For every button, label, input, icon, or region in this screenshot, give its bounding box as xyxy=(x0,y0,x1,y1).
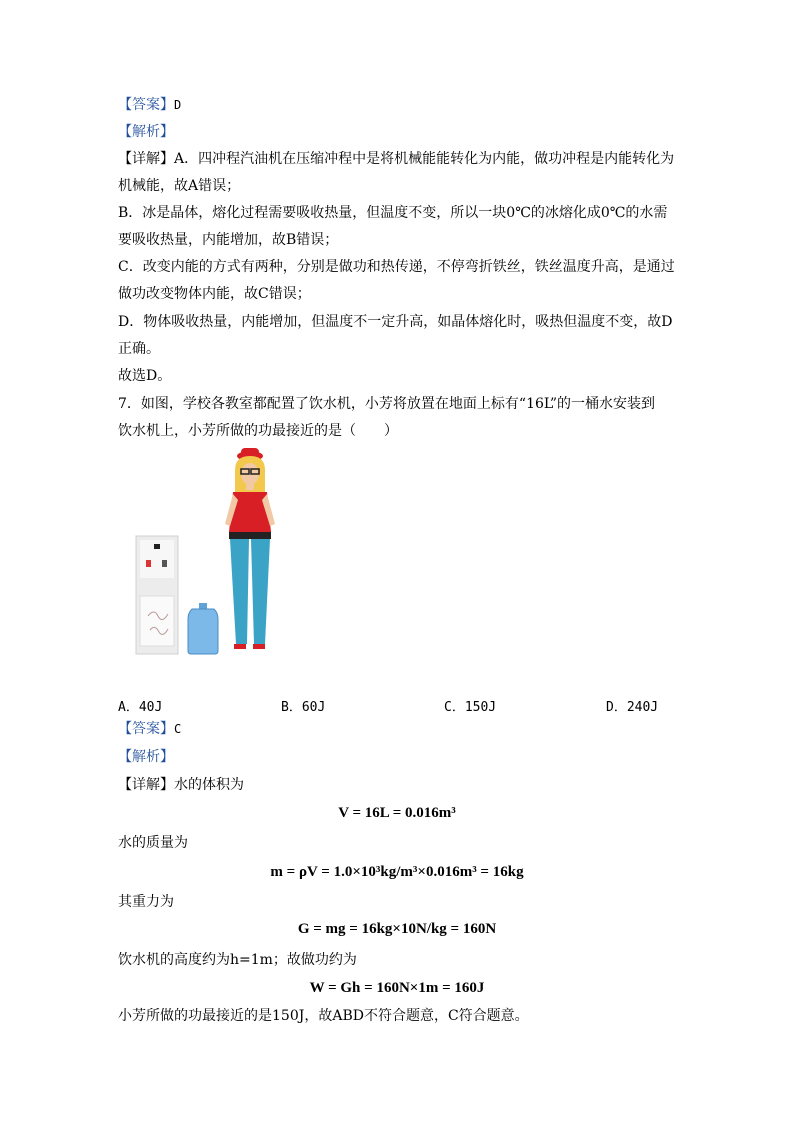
option-b: B．60J xyxy=(281,700,326,715)
option-d: D．240J xyxy=(606,700,659,715)
text-line: 其重力为 xyxy=(118,894,174,910)
text-line: B．冰是晶体，熔化过程需要吸收热量，但温度不变，所以一块0℃的冰熔化成0℃的水需 xyxy=(118,205,668,221)
question-stem: 饮水机上，小芳所做的功最接近的是（ ） xyxy=(118,423,398,439)
text-line: C．改变内能的方式有两种，分别是做功和热传递，不停弯折铁丝，铁丝温度升高，是通过 xyxy=(118,259,675,275)
text-line: 机械能，故A错误； xyxy=(118,178,241,194)
detail-tag: 【详解】 xyxy=(118,777,174,793)
text-line: 水的质量为 xyxy=(118,835,188,851)
answer-line-q7 xyxy=(118,719,181,739)
formula-mass: m = ρV = 1.0×10³kg/m³×0.016m³ = 16kg xyxy=(270,864,524,880)
answer-value: D xyxy=(174,98,182,112)
girl-figure-icon xyxy=(225,448,275,649)
analysis-tag: 【解析】 xyxy=(118,124,174,140)
answer-line-q6 xyxy=(118,95,181,115)
formula-volume: V = 16L = 0.016m³ xyxy=(338,805,456,821)
detail-text: A．四冲程汽油机在压缩冲程中是将机械能能转化为内能，做功冲程是内能转化为 xyxy=(174,151,675,167)
detail-line xyxy=(118,775,244,795)
answer-tag: 【答案】 xyxy=(118,97,174,113)
water-dispenser-illustration xyxy=(130,448,290,658)
analysis-tag: 【解析】 xyxy=(118,749,174,765)
detail-line xyxy=(118,149,674,169)
formula-weight: G = mg = 16kg×10N/kg = 160N xyxy=(297,921,497,937)
answer-value: C xyxy=(174,722,182,736)
text-line: 做功改变物体内能，故C错误； xyxy=(118,286,311,302)
text-line: 正确。 xyxy=(118,341,160,357)
water-dispenser-icon xyxy=(136,536,178,654)
option-a: A．40J xyxy=(118,700,163,715)
conclusion-line: 小芳所做的功最接近的是150J，故ABD不符合题意，C符合题意。 xyxy=(118,1008,529,1024)
text-line: 故选D。 xyxy=(118,368,172,384)
option-c: C．150J xyxy=(444,700,497,715)
formula-work: W = Gh = 160N×1m = 160J xyxy=(309,980,485,996)
text-line: 饮水机的高度约为h=1m；故做功约为 xyxy=(118,952,357,968)
water-bottle-icon xyxy=(188,603,218,654)
question-stem: 7．如图，学校各教室都配置了饮水机，小芳将放置在地面上标有“16L”的一桶水安装到 xyxy=(118,396,655,412)
detail-tag: 【详解】 xyxy=(118,151,174,167)
text-line: D．物体吸收热量，内能增加，但温度不一定升高，如晶体熔化时，吸热但温度不变，故D xyxy=(118,314,673,330)
answer-tag: 【答案】 xyxy=(118,721,174,737)
text-line: 要吸收热量，内能增加，故B错误； xyxy=(118,232,339,248)
detail-text: 水的体积为 xyxy=(174,777,244,793)
